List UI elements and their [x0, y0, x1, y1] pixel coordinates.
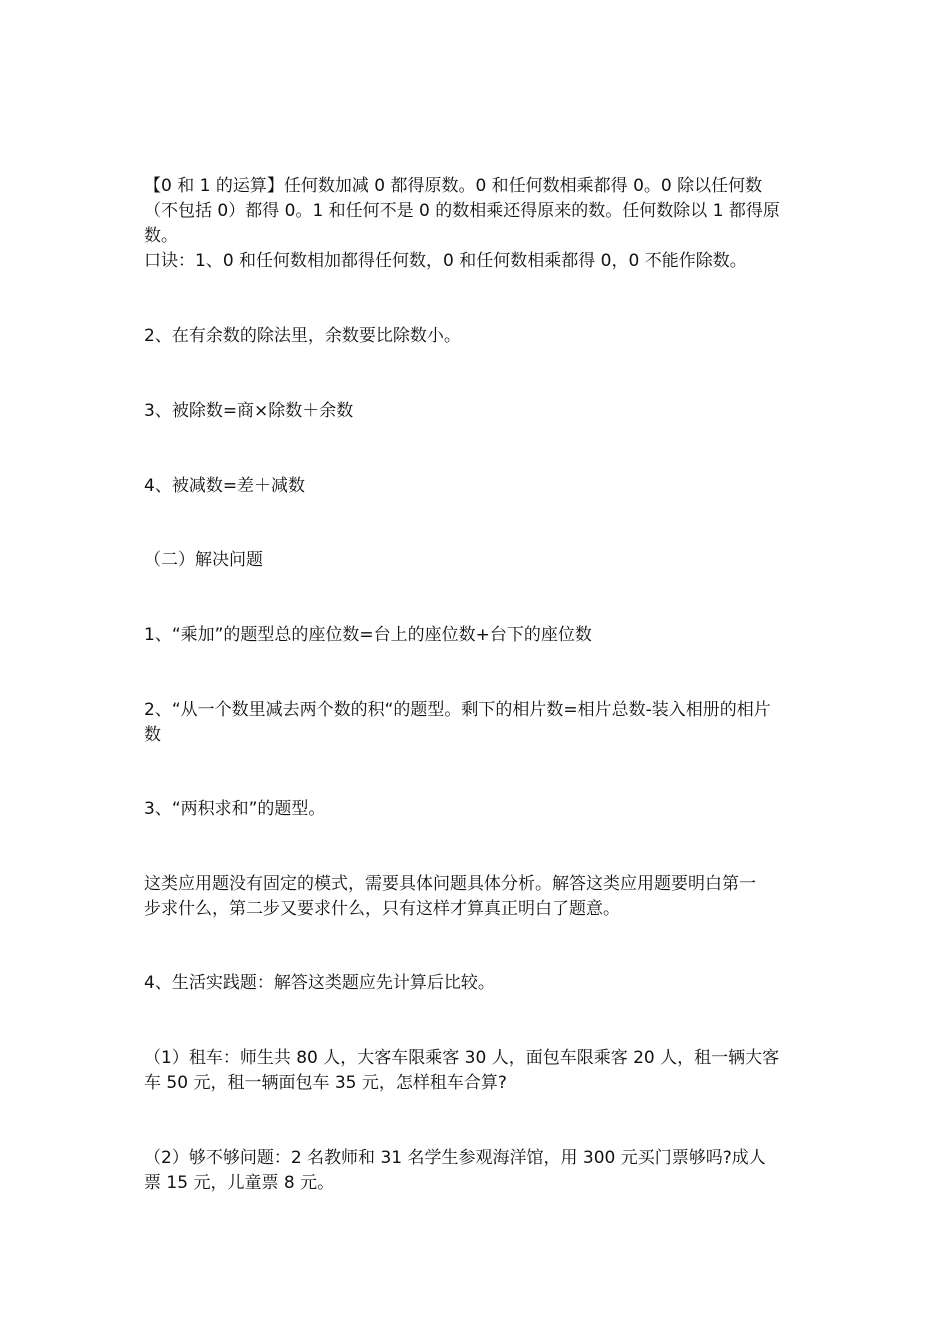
text-line: （1）租车：师生共 80 人，大客车限乘客 30 人，面包车限乘客 20 人，租一辆大客	[144, 1048, 780, 1068]
text-line: 这类应用题没有固定的模式，需要具体问题具体分析。解答这类应用题要明白第一	[144, 874, 756, 894]
text-line: 数	[144, 725, 161, 745]
text-line: （不包括 0）都得 0。1 和任何不是 0 的数相乘还得原来的数。任何数除以 1 都得原	[144, 201, 780, 221]
paragraph-sum-of-products-type	[144, 797, 808, 822]
text-line: 口诀：1、0 和任何数相加都得任何数，0 和任何数相乘都得 0，0 不能作除数。	[144, 251, 747, 271]
text-line: 车 50 元，租一辆面包车 35 元，怎样租车合算?	[144, 1073, 507, 1093]
paragraph-example-tickets	[144, 1146, 808, 1196]
paragraph-minuend-formula	[144, 474, 808, 499]
paragraph-zero-one-operations	[144, 174, 808, 274]
text-line: 4、生活实践题：解答这类题应先计算后比较。	[144, 973, 495, 993]
section-heading-problem-solving	[144, 548, 808, 573]
paragraph-example-car-rental	[144, 1046, 808, 1096]
paragraph-subtract-product-type	[144, 698, 808, 748]
text-line: 3、被除数=商×除数＋余数	[144, 401, 354, 421]
text-line: 【0 和 1 的运算】任何数加减 0 都得原数。0 和任何数相乘都得 0。0 除以任何数	[144, 176, 763, 196]
text-line: （2）够不够问题：2 名教师和 31 名学生参观海洋馆，用 300 元买门票够吗?成人	[144, 1148, 766, 1168]
text-line: 2、在有余数的除法里，余数要比除数小。	[144, 326, 461, 346]
paragraph-practice-problems	[144, 971, 808, 996]
section-heading: （二）解决问题	[144, 550, 263, 570]
paragraph-dividend-formula	[144, 399, 808, 424]
text-line: 3、“两积求和”的题型。	[144, 799, 326, 819]
paragraph-remainder-rule	[144, 324, 808, 349]
text-line: 1、“乘加”的题型总的座位数=台上的座位数+台下的座位数	[144, 625, 592, 645]
paragraph-analysis-note	[144, 872, 808, 922]
text-line: 2、“从一个数里减去两个数的积“的题型。剩下的相片数=相片总数-装入相册的相片	[144, 700, 771, 720]
text-line: 票 15 元，儿童票 8 元。	[144, 1173, 335, 1193]
text-line: 步求什么，第二步又要求什么，只有这样才算真正明白了题意。	[144, 899, 620, 919]
text-line: 数。	[144, 226, 178, 246]
paragraph-multiply-add-type	[144, 623, 808, 648]
text-line: 4、被减数=差＋减数	[144, 476, 306, 496]
